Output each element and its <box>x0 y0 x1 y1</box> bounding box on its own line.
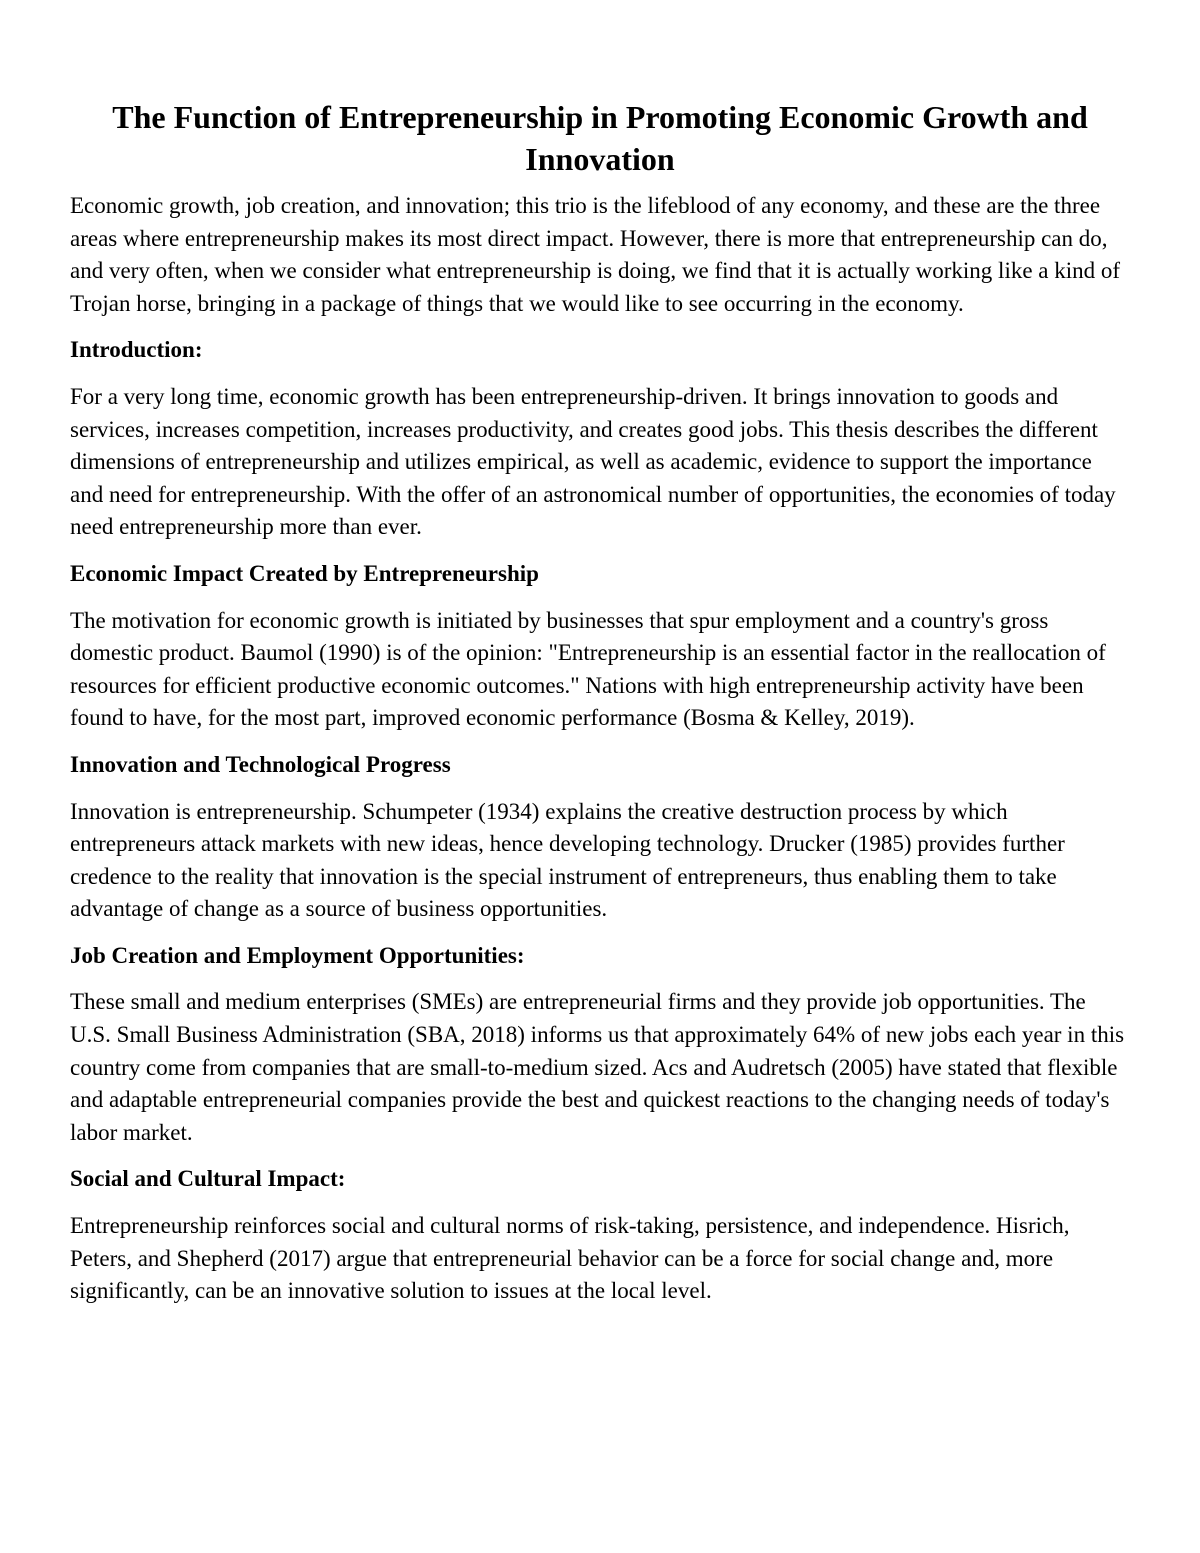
intro-paragraph: Economic growth, job creation, and innovation; this trio is the lifeblood of any economy, and these are the three areas where entrepreneurship makes its most direct impact. However, there is more that entrepreneurship can do, and very often, when we consider what entrepreneurship is doing, we find that it is actually working like a kind of Trojan horse, bringing in a package of things that we would like to see occurring in the economy. <box>70 193 1121 316</box>
section-body-economic-impact: The motivation for economic growth is initiated by businesses that spur employment and a country's gross domestic product. Baumol (1990) is of the opinion: "Entrepreneurship is an essential factor in the reallocation of resources for efficient productive economic outcomes." Nations with high entrepreneurship activity have been found to have, for the most part, improved economic performance (Bosma & Kelley, 2019). <box>70 607 1106 731</box>
document-page <box>70 96 1130 1322</box>
section-body-job-creation: These small and medium enterprises (SMEs) are entrepreneurial firms and they provide job opportunities. The U.S. Small Business Administration (SBA, 2018) informs us that approximately 64% of new jobs each year in this country come from companies that are small-to-medium sized. Acs and Audretsch (2005) have stated that flexible and adaptable entrepreneurial companies provide the best and quickest reactions to the changing needs of today's labor market. <box>70 989 1125 1145</box>
section-body-innovation: Innovation is entrepreneurship. Schumpeter (1934) explains the creative destruction process by which entrepreneurs attack markets with new ideas, hence developing technology. Drucker (1985) provides further credence to the reality that innovation is the special instrument of entrepreneurs, thus enabling them to take advantage of change as a source of business opportunities. <box>70 798 1065 922</box>
section-heading-introduction: Introduction: <box>70 337 203 363</box>
section-body-introduction: For a very long time, economic growth has been entrepreneurship-driven. It brings innovation to goods and services, increases competition, increases productivity, and creates good jobs. This thesis describes the different dimensions of entrepreneurship and utilizes empirical, as well as academic, evidence to support the importance and need for entrepreneurship. With the offer of an astronomical number of opportunities, the economies of today need entrepreneurship more than ever. <box>70 383 1116 540</box>
document-title: The Function of Entrepreneurship in Promoting Economic Growth and Innovation <box>112 99 1088 177</box>
section-heading-economic-impact: Economic Impact Created by Entrepreneurship <box>70 560 539 586</box>
section-heading-social-cultural: Social and Cultural Impact: <box>70 1166 346 1192</box>
section-body-social-cultural: Entrepreneurship reinforces social and cultural norms of risk-taking, persistence, and independence. Hisrich, Peters, and Shepherd (2017) argue that entrepreneurial behavior can be a force for social change and, more significantly, can be an innovative solution to issues at the local level. <box>70 1213 1070 1304</box>
section-heading-job-creation: Job Creation and Employment Opportunities: <box>70 942 525 968</box>
section-heading-innovation: Innovation and Technological Progress <box>70 751 451 777</box>
